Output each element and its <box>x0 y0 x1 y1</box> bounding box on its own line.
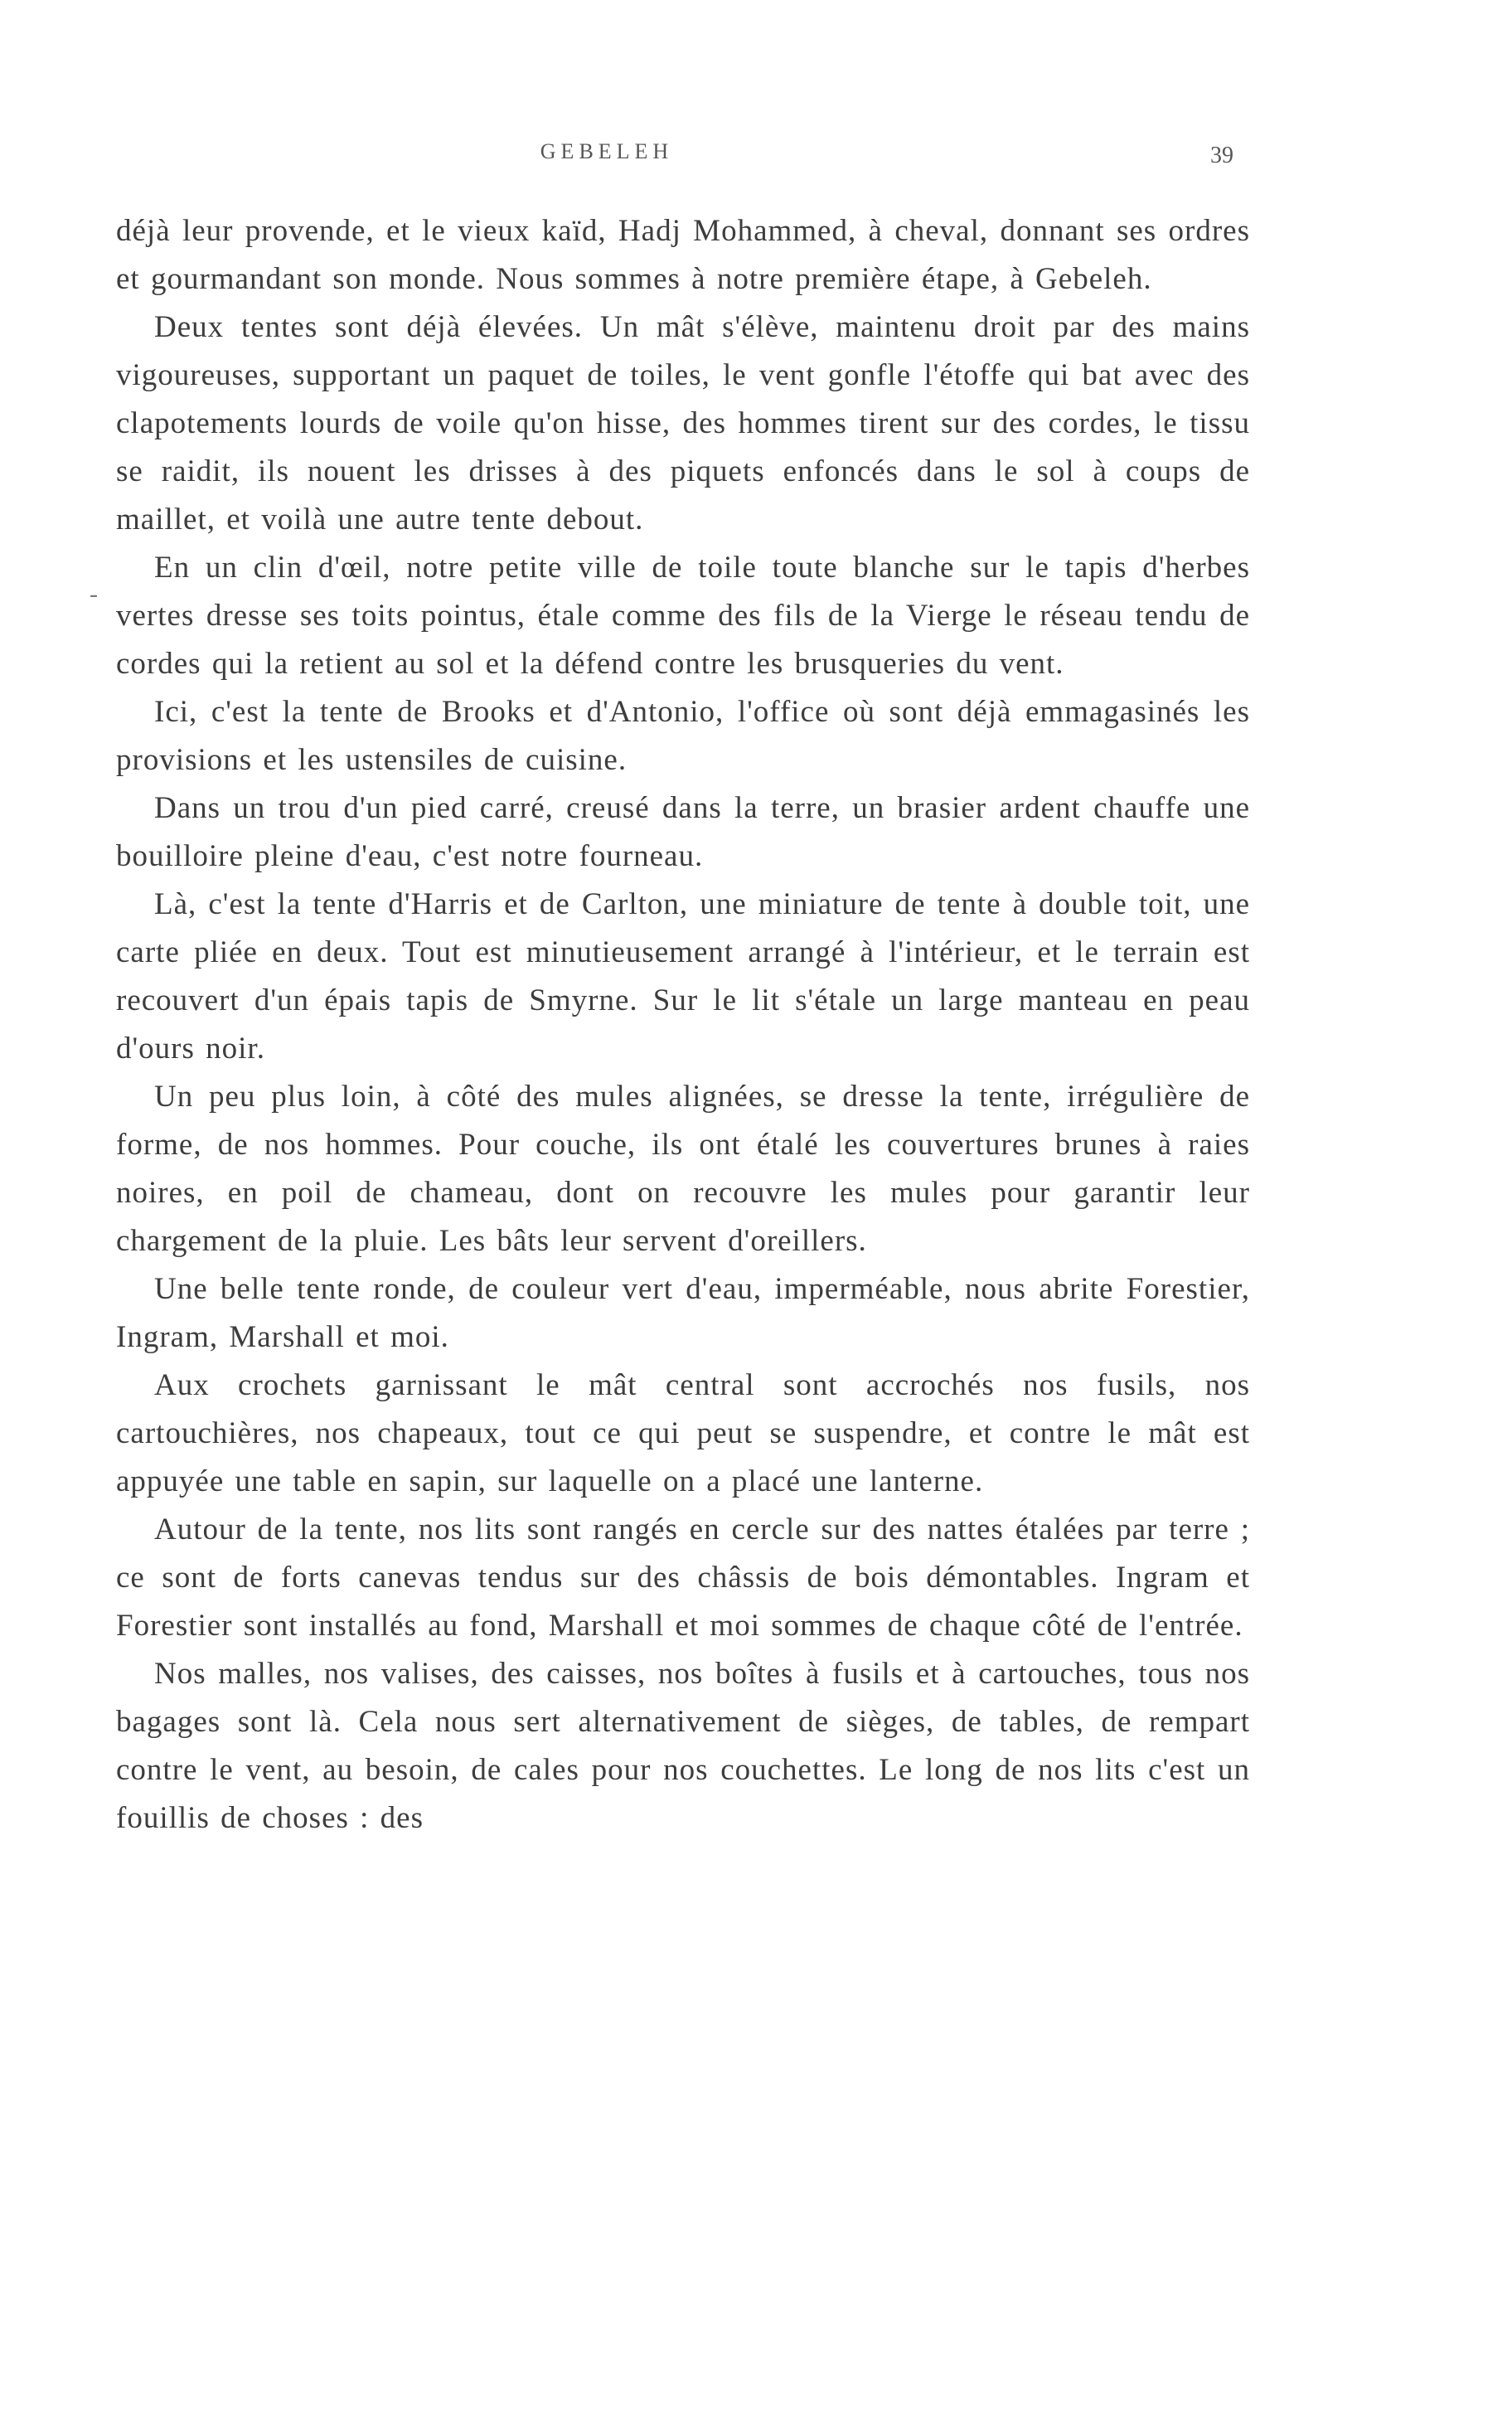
body-text <box>116 207 1250 1843</box>
running-title: GEBELEH <box>540 139 674 163</box>
margin-mark: - <box>90 580 98 608</box>
paragraph: Ici, c'est la tente de Brooks et d'Antonio, l'office où sont déjà emmagasinés les provisions et les ustensiles de cuisine. <box>116 695 1250 777</box>
paragraph: Autour de la tente, nos lits sont rangés en cercle sur des nattes étalées par terre ; ce sont de forts canevas tendus sur des châssis de bois démontables. Ingram et Forestier sont installés au fond, Marshall et moi sommes de chaque côté de l'entrée. <box>116 1512 1250 1643</box>
paragraph: Deux tentes sont déjà élevées. Un mât s'élève, maintenu droit par des mains vigoureuses, supportant un paquet de toiles, le vent gonfle l'étoffe qui bat avec des clapotements lourds de voile qu'on hisse, des hommes tirent sur des cordes, le tissu se raidit, ils nouent les drisses à des piquets enfoncés dans le sol à coups de maillet, et voilà une autre tente debout. <box>116 310 1250 536</box>
running-head <box>0 139 1512 172</box>
paragraph: Là, c'est la tente d'Harris et de Carlton, une miniature de tente à double toit, une carte pliée en deux. Tout est minutieusement arrangé à l'intérieur, et le terrain est recouvert d'un épais tapis de Smyrne. Sur le lit s'étale un large manteau en peau d'ours noir. <box>116 887 1250 1066</box>
paragraph: Une belle tente ronde, de couleur vert d'eau, imperméable, nous abrite Forestier, Ingram, Marshall et moi. <box>116 1272 1250 1354</box>
paragraph: Nos malles, nos valises, des caisses, nos boîtes à fusils et à cartouches, tous nos bagages sont là. Cela nous sert alternativement de sièges, de tables, de rempart contre le vent, au besoin, de cales pour nos couchettes. Le long de nos lits c'est un fouillis de choses : des <box>116 1657 1250 1835</box>
page-number: 39 <box>1210 143 1233 168</box>
paragraph: Dans un trou d'un pied carré, creusé dans la terre, un brasier ardent chauffe une bouilloire pleine d'eau, c'est notre fourneau. <box>116 791 1250 873</box>
paragraph: En un clin d'œil, notre petite ville de toile toute blanche sur le tapis d'herbes vertes dresse ses toits pointus, étale comme des fils de la Vierge le réseau tendu de cordes qui la retient au sol et la défend contre les brusqueries du vent. <box>116 551 1250 681</box>
paragraph-continuation: déjà leur provende, et le vieux kaïd, Hadj Mohammed, à cheval, donnant ses ordres et gourmandant son monde. Nous sommes à notre première étape, à Gebeleh. <box>116 214 1250 296</box>
paragraph: Aux crochets garnissant le mât central sont accrochés nos fusils, nos cartouchières, nos chapeaux, tout ce qui peut se suspendre, et contre le mât est appuyée une table en sapin, sur laquelle on a placé une lanterne. <box>116 1368 1250 1498</box>
paragraph: Un peu plus loin, à côté des mules alignées, se dresse la tente, irrégulière de forme, de nos hommes. Pour couche, ils ont étalé les couvertures brunes à raies noires, en poil de chameau, dont on recouvre les mules pour garantir leur chargement de la pluie. Les bâts leur servent d'oreillers. <box>116 1080 1250 1258</box>
